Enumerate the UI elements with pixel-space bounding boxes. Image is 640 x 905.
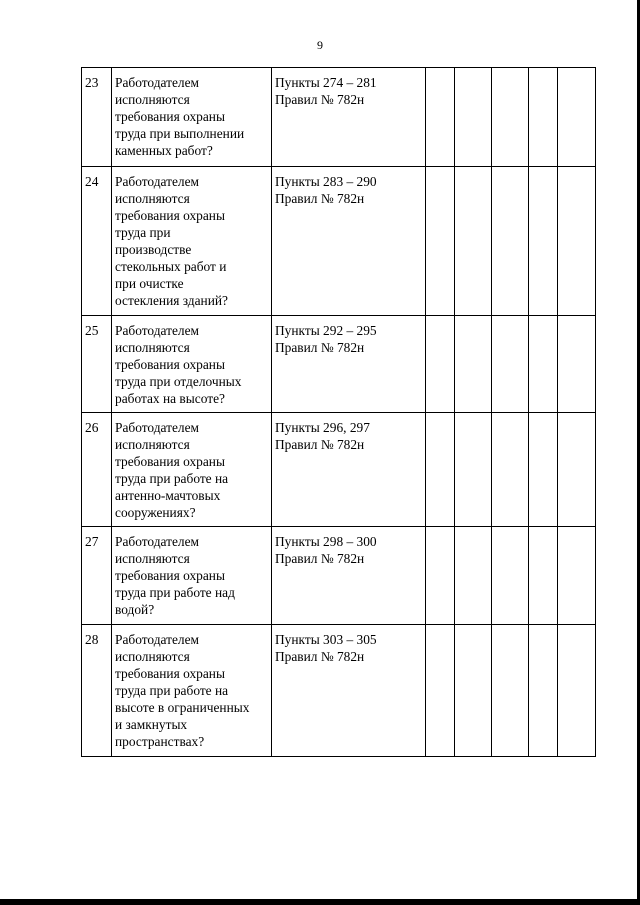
row-number: 24 [82,167,112,316]
question-text-line: труда при отделочных [115,374,242,389]
question-text-line: исполняются [115,92,190,107]
table-row [82,527,596,625]
question-cell [112,68,272,167]
reference-text-line: Правил № 782н [275,551,365,566]
answer-extra-cell[interactable] [529,316,558,413]
question-text-line: требования охраны [115,568,225,583]
page-number: 9 [317,38,323,52]
answer-extra-cell[interactable] [529,625,558,757]
answer-yes-cell[interactable] [426,625,455,757]
row-number: 27 [82,527,112,625]
answer-extra-cell[interactable] [529,413,558,527]
question-text-line: исполняются [115,437,190,452]
question-text-line: Работодателем [115,75,200,90]
question-cell [112,316,272,413]
question-text-line: антенно-мачтовых [115,488,221,503]
question-text-line: каменных работ? [115,143,213,158]
question-text-line: исполняются [115,649,190,664]
reference-cell [272,413,426,527]
row-number: 26 [82,413,112,527]
question-text-line: работах на высоте? [115,391,225,406]
answer-no-cell[interactable] [455,527,492,625]
answer-no-cell[interactable] [455,625,492,757]
row-number: 23 [82,68,112,167]
question-text-line: высоте в ограниченных [115,700,250,715]
note-cell[interactable] [558,167,596,316]
table-row [82,167,596,316]
answer-no-cell[interactable] [455,316,492,413]
question-cell [112,625,272,757]
question-text-line: требования охраны [115,357,225,372]
question-text-line: труда при работе на [115,683,229,698]
row-number: 28 [82,625,112,757]
question-text-line: и замкнутых [115,717,188,732]
question-cell [112,527,272,625]
question-text-line: труда при [115,225,171,240]
answer-extra-cell[interactable] [529,68,558,167]
answer-not-applicable-cell[interactable] [492,316,529,413]
table-row [82,625,596,757]
reference-text-line: Пункты 296, 297 [275,420,370,435]
answer-no-cell[interactable] [455,167,492,316]
note-cell[interactable] [558,625,596,757]
answer-extra-cell[interactable] [529,167,558,316]
answer-extra-cell[interactable] [529,527,558,625]
reference-cell [272,167,426,316]
question-text-line: требования охраны [115,454,225,469]
answer-no-cell[interactable] [455,413,492,527]
table-row [82,68,596,167]
question-text-line: стекольных работ и [115,259,227,274]
question-text-line: труда при работе на [115,471,229,486]
question-text-line: Работодателем [115,420,200,435]
answer-not-applicable-cell[interactable] [492,625,529,757]
note-cell[interactable] [558,316,596,413]
question-text-line: исполняются [115,551,190,566]
question-text-line: производстве [115,242,192,257]
answer-yes-cell[interactable] [426,413,455,527]
question-text-line: остекления зданий? [115,293,228,308]
question-text-line: пространствах? [115,734,205,749]
question-text-line: Работодателем [115,534,200,549]
table-row [82,316,596,413]
table-row [82,413,596,527]
question-text-line: труда при работе над [115,585,235,600]
reference-cell [272,625,426,757]
answer-yes-cell[interactable] [426,167,455,316]
question-text-line: Работодателем [115,323,200,338]
reference-cell [272,68,426,167]
checklist-body [82,68,596,757]
reference-text-line: Пункты 283 – 290 [275,174,377,189]
question-text-line: исполняются [115,340,190,355]
reference-text-line: Пункты 292 – 295 [275,323,377,338]
reference-cell [272,316,426,413]
reference-text-line: Правил № 782н [275,92,365,107]
answer-yes-cell[interactable] [426,68,455,167]
note-cell[interactable] [558,413,596,527]
question-text-line: труда при выполнении [115,126,245,141]
question-text-line: требования охраны [115,666,225,681]
answer-not-applicable-cell[interactable] [492,167,529,316]
note-cell[interactable] [558,68,596,167]
reference-text-line: Правил № 782н [275,649,365,664]
scan-border-bottom [0,899,640,905]
answer-yes-cell[interactable] [426,527,455,625]
question-text-line: сооружениях? [115,505,196,520]
note-cell[interactable] [558,527,596,625]
answer-no-cell[interactable] [455,68,492,167]
reference-text-line: Пункты 274 – 281 [275,75,377,90]
reference-text-line: Пункты 298 – 300 [275,534,377,549]
reference-text-line: Правил № 782н [275,437,365,452]
answer-not-applicable-cell[interactable] [492,68,529,167]
reference-text-line: Правил № 782н [275,340,365,355]
reference-text-line: Правил № 782н [275,191,365,206]
question-text-line: требования охраны [115,208,225,223]
question-text-line: водой? [115,602,155,617]
question-text-line: Работодателем [115,632,200,647]
question-cell [112,167,272,316]
row-number: 25 [82,316,112,413]
question-text-line: при очистке [115,276,184,291]
reference-text-line: Пункты 303 – 305 [275,632,377,647]
checklist-table [81,67,596,757]
reference-cell [272,527,426,625]
question-text-line: исполняются [115,191,190,206]
question-text-line: Работодателем [115,174,200,189]
answer-yes-cell[interactable] [426,316,455,413]
answer-not-applicable-cell[interactable] [492,527,529,625]
question-cell [112,413,272,527]
question-text-line: требования охраны [115,109,225,124]
answer-not-applicable-cell[interactable] [492,413,529,527]
